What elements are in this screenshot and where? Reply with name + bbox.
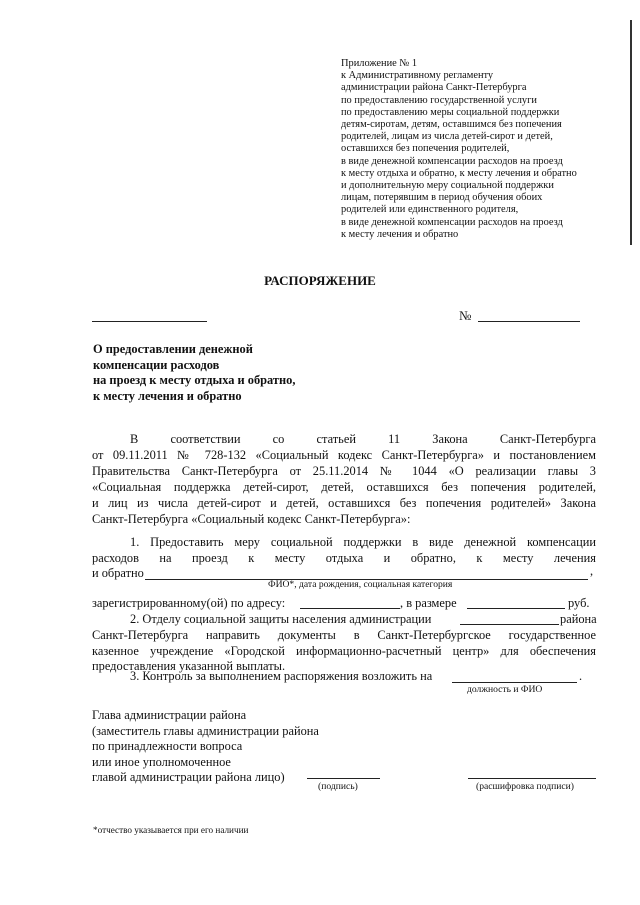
footnote: *отчество указывается при его наличии [93,825,249,835]
appendix-line: в виде денежной компенсации расходов на проезд [341,155,563,167]
signature-line: (заместитель главы администрации района [92,723,319,738]
amount-label: , в размере [400,596,457,610]
district-field-line [460,624,559,625]
signature-line: по принадлежности вопроса [92,739,243,754]
appendix-block [341,58,577,241]
subject-line: на проезд к месту отдыха и обратно, [93,373,296,387]
signature-line: главой администрации района лицо) [92,770,285,785]
appendix-line: родителей или единственного родителя, [341,204,519,216]
appendix-line: детям-сиротам, детям, оставшимся без попечения [341,119,562,131]
item3-end: . [579,669,583,683]
item1-comma: , [590,564,594,578]
appendix-line: к Административному регламенту [341,70,494,82]
sign-caption: (подпись) [318,781,358,792]
preamble-line: «Социальная поддержка детей-сирот, детей, оставшихся без попечения родителей, [92,480,596,494]
date-field-line [92,321,207,322]
subject-block [93,342,295,404]
appendix-line: к месту лечения и обратно [341,228,459,240]
appendix-line: в виде денежной компенсации расходов на проезд [341,216,563,228]
item2-line-start: 2. Отделу социальной защиты населения администрации [130,612,432,626]
item1-line: 1. Предоставить меру социальной поддержки в виде денежной компенсации [130,535,596,549]
signature-line: или иное уполномоченное [92,754,231,769]
preamble-line: Правительства Санкт-Петербурга от 25.11.2014 № 1044 «О реализации главы 3 [92,464,596,478]
currency-label: руб. [568,596,590,610]
appendix-line: администрации района Санкт-Петербурга [341,82,527,94]
item2-line: казенное учреждение «Городской информационно-расчетный центр» для обеспечения [92,644,596,658]
amount-field-line [467,608,565,609]
item3-text: 3. Контроль за выполнением распоряжения возложить на [130,669,433,683]
fio-caption: ФИО*, дата рождения, социальная категория [268,579,453,590]
appendix-line: по предоставлению государственной услуги [341,94,537,106]
control-field-line [452,682,577,683]
appendix-line: лицам, потерявшим в период обучения обоих [341,192,543,204]
address-label: зарегистрированному(ой) по адресу: [92,596,286,610]
sign-field-line [307,778,380,779]
appendix-line: и дополнительную меру социальной поддержки [341,180,554,192]
subject-line: О предоставлении денежной [93,342,253,356]
preamble-last-line: Санкт-Петербурга «Социальный кодекс Санкт-Петербурга»: [92,512,411,526]
number-field-line [478,321,580,322]
item2-line: предоставления указанной выплаты. [92,659,286,673]
signature-block [92,708,319,786]
appendix-line: по предоставлению меры социальной поддержки [341,106,560,118]
item2-line: Санкт-Петербурга направить документы в Санкт-Петербургское государственное [92,628,596,642]
item1-line: расходов на проезд к месту отдыха и обратно, к месту лечения [92,551,596,565]
appendix-line: оставшихся без попечения родителей, [341,143,510,155]
preamble-line: и лиц из числа детей-сирот и детей, оставшихся без попечения родителей» Закона [92,496,596,510]
item2-line-end: района [560,612,597,626]
appendix-line: к месту отдыха и обратно, к месту лечения и обратно [341,167,577,179]
position-caption: должность и ФИО [467,684,543,695]
subject-line: компенсации расходов [93,357,220,372]
subject-line: к месту лечения и обратно [93,388,242,403]
preamble-line: от 09.11.2011 № 728-132 «Социальный кодекс Санкт-Петербурга» и постановлением [92,448,596,462]
preamble-line: В соответствии со статьей 11 Закона Санкт-Петербурга [130,432,596,446]
appendix-line: родителей, лицам из числа детей-сирот и детей, [341,131,553,143]
decode-caption: (расшифровка подписи) [476,781,574,792]
number-label: № [459,308,472,323]
item1-line: и обратно [92,566,144,580]
decode-field-line [468,778,596,779]
margin-mark [630,20,636,245]
address-field-line [300,608,400,609]
document-title: РАСПОРЯЖЕНИЕ [264,273,376,288]
signature-line: Глава администрации района [92,708,247,722]
appendix-line: Приложение № 1 [341,58,418,69]
